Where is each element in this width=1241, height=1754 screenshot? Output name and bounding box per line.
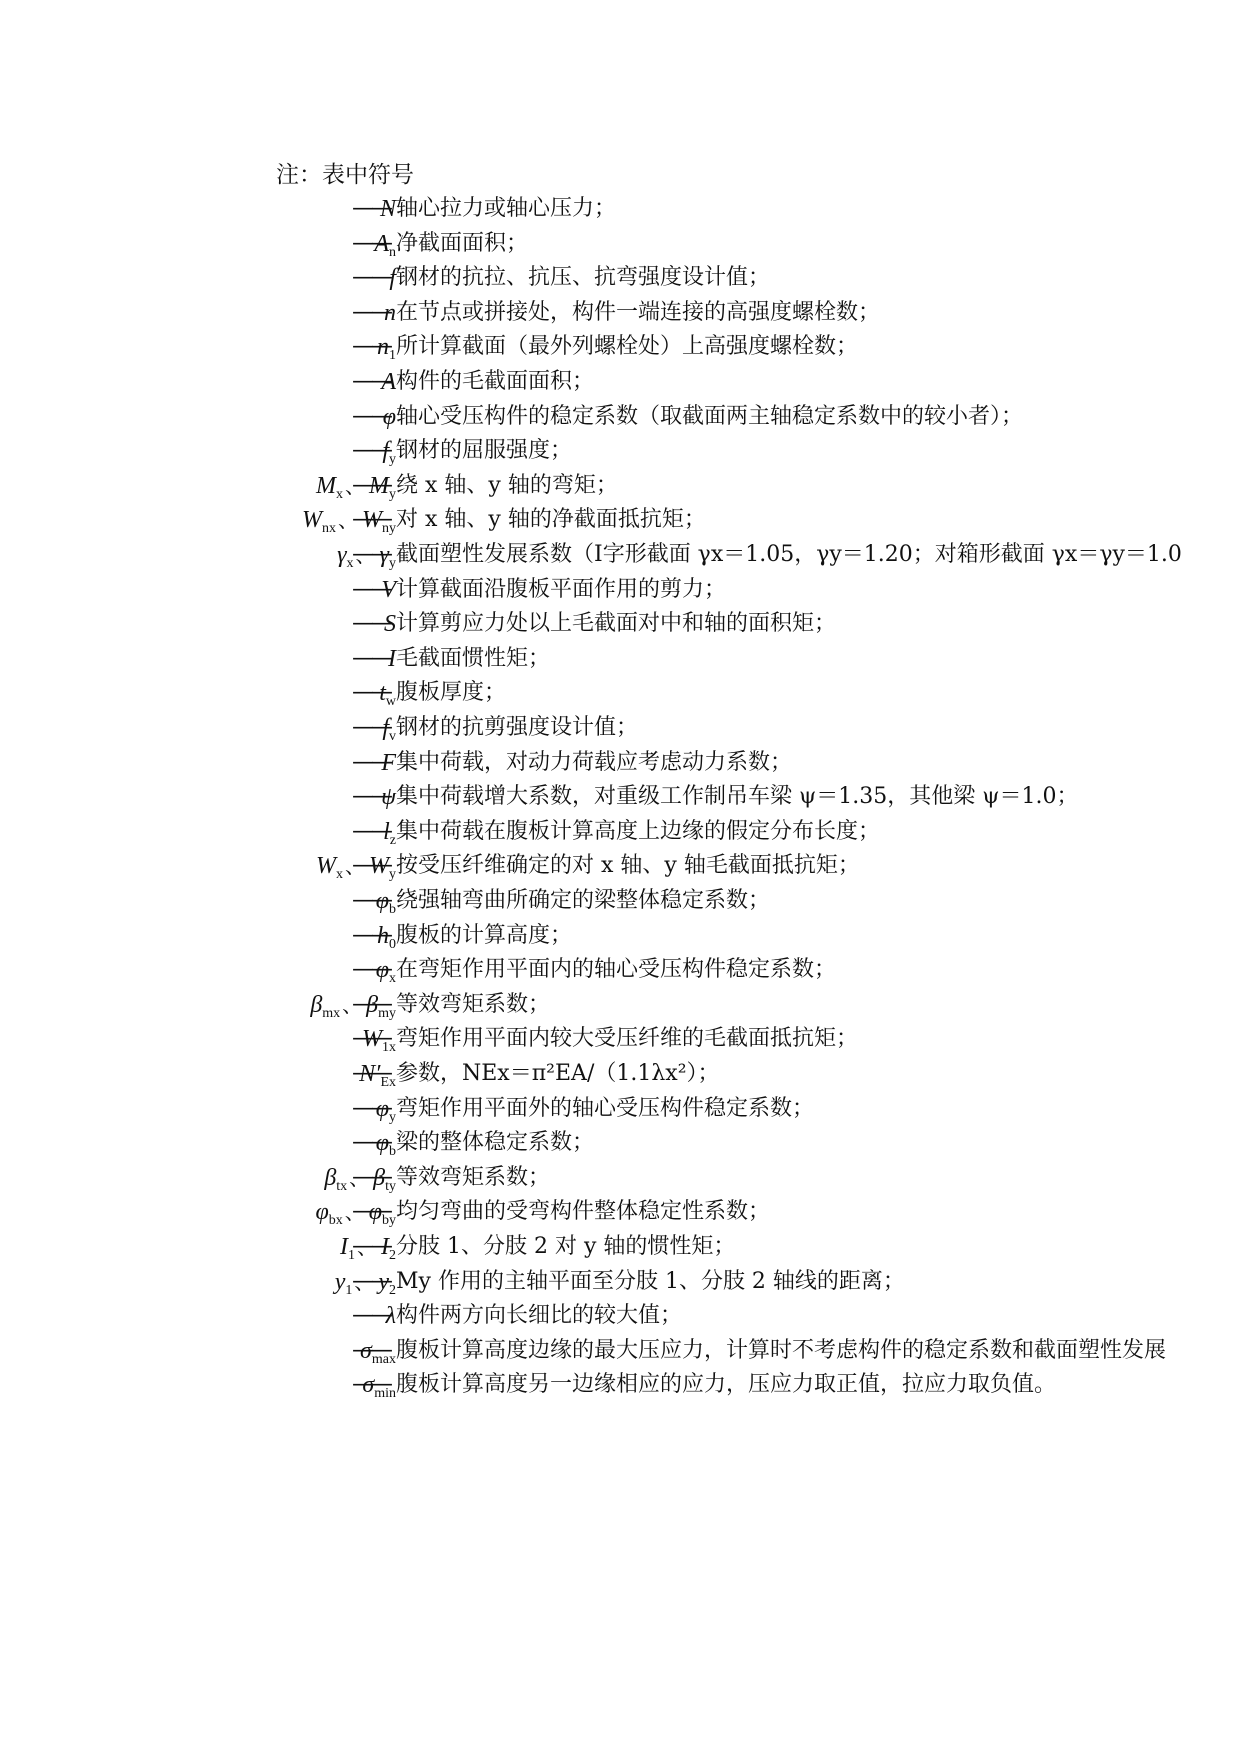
symbol-entry — [0, 227, 1241, 261]
em-dash — [352, 746, 396, 780]
symbol-subscript: 2 — [389, 1248, 396, 1263]
symbol-description: 对 x 轴、y 轴的净截面抵抗矩； — [396, 507, 706, 533]
symbol-subscript: mx — [322, 1005, 341, 1021]
em-dash — [352, 849, 396, 883]
symbol-subscript: x — [336, 867, 343, 883]
symbol-base: f — [389, 265, 396, 292]
em-dash — [352, 1195, 396, 1229]
em-dash — [352, 642, 396, 676]
symbol-description: 均匀弯曲的受弯构件整体稳定性系数； — [396, 1199, 771, 1225]
em-dash — [352, 469, 396, 503]
symbol-subscript: bx — [328, 1213, 343, 1229]
symbol-base: σ — [360, 1337, 372, 1364]
symbol-subscript: y — [389, 452, 396, 468]
symbol-subscript: x — [346, 556, 354, 571]
symbol-base: A — [381, 369, 396, 395]
symbol-base: S — [384, 611, 396, 638]
symbol-base: φ — [368, 1199, 382, 1226]
symbol-base: A — [374, 230, 389, 257]
symbol-entry — [0, 261, 1241, 295]
symbol-description: 等效弯矩系数； — [396, 1164, 551, 1190]
symbol-description: 计算截面沿腹板平面作用的剪力； — [396, 576, 727, 602]
symbol-entry — [0, 1299, 1241, 1333]
symbol-base: I — [388, 645, 396, 672]
symbol-description: 所计算截面（最外列螺栓处）上高强度螺栓数； — [396, 334, 859, 360]
symbol-base: λ — [385, 1303, 396, 1330]
em-dash — [352, 365, 396, 399]
symbol-base: γ — [337, 542, 347, 568]
symbol-entry — [0, 780, 1241, 814]
symbol-description: 腹板厚度； — [396, 680, 507, 706]
symbol-entry — [0, 642, 1241, 676]
symbol-subscript: my — [378, 1005, 396, 1021]
symbol-base: n — [384, 299, 396, 326]
symbol-subscript: x — [336, 486, 343, 502]
symbol-entry — [0, 815, 1241, 849]
symbol-subscript: 2 — [389, 1282, 396, 1298]
symbol-base: n — [377, 334, 389, 361]
symbol-base: φ — [375, 888, 389, 914]
symbol: $I_1$ 、 $I_2$ — [340, 1234, 396, 1263]
symbol-base: F — [381, 749, 396, 776]
symbol-entry — [0, 469, 1241, 503]
symbol-entry — [0, 1334, 1241, 1368]
symbol: $M_x$ 、 $M_y$ — [316, 472, 396, 502]
em-dash — [352, 192, 396, 226]
symbol-description: 在弯矩作用平面内的轴心受压构件稳定系数； — [396, 957, 837, 983]
symbol-description: 绕强轴弯曲所确定的梁整体稳定系数； — [396, 888, 771, 913]
em-dash — [352, 1368, 396, 1402]
em-dash — [352, 1092, 396, 1126]
symbol-base: I — [340, 1234, 348, 1260]
symbol-base: φ — [315, 1199, 329, 1226]
symbol-subscript: y — [389, 1109, 396, 1125]
em-dash — [352, 884, 396, 918]
symbol-subscript: max — [371, 1351, 396, 1367]
symbol-entry — [0, 538, 1241, 572]
symbol-entry — [0, 1092, 1241, 1126]
symbol-subscript: x — [389, 971, 396, 987]
em-dash — [352, 434, 396, 468]
em-dash — [352, 815, 396, 849]
symbol-base: M — [369, 472, 389, 499]
em-dash — [352, 919, 396, 953]
symbol-description: 集中荷载增大系数，对重级工作制吊车梁 ψ＝1.35，其他梁 ψ＝1.0； — [396, 784, 1079, 810]
symbol-description: 毛截面惯性矩； — [396, 645, 551, 671]
symbol-base: γ — [379, 542, 389, 568]
em-dash — [352, 953, 396, 987]
symbol-base: N′ — [359, 1061, 381, 1087]
symbol-description: 绕 x 轴、y 轴的弯矩； — [396, 472, 618, 498]
symbol: $y_1$ 、 $y_2$ — [334, 1268, 396, 1298]
symbol-entry — [0, 400, 1241, 434]
symbol-entry — [0, 953, 1241, 987]
symbol-subscript: 0 — [389, 936, 396, 952]
symbol-description: 腹板计算高度边缘的最大压应力，计算时不考虑构件的稳定系数和截面塑性发展 — [396, 1337, 1167, 1363]
symbol-base: f — [382, 715, 389, 741]
symbol-base: W — [362, 1026, 382, 1053]
em-dash — [352, 400, 396, 434]
symbol: $\gamma_x$ 、 $\gamma_y$ — [337, 542, 396, 571]
symbol-subscript: w — [385, 694, 396, 710]
em-dash — [352, 1126, 396, 1160]
em-dash — [352, 1230, 396, 1264]
symbol-entry — [0, 884, 1241, 918]
symbol-description: 轴心拉力或轴心压力； — [396, 196, 617, 221]
symbol-entry — [0, 607, 1241, 641]
symbol-subscript: y — [389, 867, 396, 883]
symbol-entry — [0, 746, 1241, 780]
symbol-description: 梁的整体稳定系数； — [396, 1130, 595, 1156]
symbol-entry — [0, 1022, 1241, 1056]
symbol-description: 在节点或拼接处，构件一端连接的高强度螺栓数； — [396, 299, 881, 325]
symbol-description: My 作用的主轴平面至分肢 1、分肢 2 轴线的距离； — [396, 1268, 905, 1294]
symbol-base: f — [382, 438, 389, 465]
symbol-subscript: b — [389, 1144, 396, 1160]
symbol-description: 计算剪应力处以上毛截面对中和轴的面积矩； — [396, 611, 837, 637]
symbol-base: V — [381, 576, 396, 603]
symbol-entry — [0, 1126, 1241, 1160]
em-dash — [352, 676, 396, 710]
symbol-base: l — [383, 818, 390, 845]
em-dash — [352, 503, 396, 537]
em-dash — [352, 1022, 396, 1056]
em-dash — [352, 227, 396, 261]
symbol-subscript: Ex — [380, 1075, 396, 1090]
symbol: $W_{nx}$ 、 $W_{ny}$ — [302, 507, 396, 537]
symbol: $W_x$ 、 $W_y$ — [316, 853, 396, 883]
symbol-subscript: ty — [385, 1178, 396, 1194]
symbol-subscript: 1 — [348, 1248, 355, 1263]
symbol-description: 钢材的屈服强度； — [396, 438, 573, 464]
symbol-entry — [0, 573, 1241, 607]
symbol-description: 等效弯矩系数； — [396, 991, 551, 1017]
symbol-base: W — [316, 853, 336, 880]
symbol-entry — [0, 1368, 1241, 1402]
symbol-base: φ — [382, 403, 396, 430]
symbol-description: 腹板计算高度另一边缘相应的应力，压应力取正值，拉应力取负值。 — [396, 1372, 1057, 1398]
em-dash — [352, 573, 396, 607]
symbol-base: ψ — [381, 784, 396, 811]
symbol-base: W — [362, 507, 382, 534]
symbol-description: 弯矩作用平面外的轴心受压构件稳定系数； — [396, 1095, 815, 1121]
em-dash — [352, 1057, 396, 1091]
symbol-entry — [0, 434, 1241, 468]
symbol-entry — [0, 1057, 1241, 1091]
em-dash — [352, 538, 396, 572]
em-dash — [352, 296, 396, 330]
symbol-description: 钢材的抗拉、抗压、抗弯强度设计值； — [396, 265, 771, 291]
note-heading: 注：表中符号 — [276, 162, 414, 188]
em-dash — [352, 988, 396, 1022]
symbol-entry — [0, 365, 1241, 399]
symbol-base: φ — [375, 957, 389, 984]
symbol-entry — [0, 988, 1241, 1022]
symbol: $\beta_{mx}$ 、 $\beta_{my}$ — [310, 991, 396, 1021]
symbol-base: M — [316, 472, 336, 499]
symbol: $\varphi_{bx}$ 、 $\varphi_{by}$ — [315, 1199, 396, 1229]
symbol-base: W — [302, 507, 322, 534]
symbol-entry — [0, 503, 1241, 537]
em-dash — [352, 1265, 396, 1299]
em-dash — [352, 711, 396, 745]
symbol-entry — [0, 849, 1241, 883]
symbol-base: σ — [362, 1372, 375, 1399]
symbol-description: 弯矩作用平面内较大受压纤维的毛截面抵抗矩； — [396, 1026, 859, 1052]
symbol-description: 构件两方向长细比的较大值； — [396, 1303, 683, 1329]
symbol-description: 钢材的抗剪强度设计值； — [396, 715, 639, 740]
em-dash — [352, 1334, 396, 1368]
em-dash — [352, 1299, 396, 1333]
symbol-subscript: v — [389, 729, 396, 744]
symbol-entry — [0, 296, 1241, 330]
symbol-subscript: y — [389, 556, 396, 571]
symbol-subscript: 1x — [382, 1040, 396, 1056]
symbol-base: φ — [375, 1130, 389, 1157]
symbol: $\beta_{tx}$ 、 $\beta_{ty}$ — [324, 1164, 396, 1194]
symbol-base: h — [377, 922, 389, 949]
em-dash — [352, 330, 396, 364]
symbol-subscript: b — [389, 902, 396, 917]
symbol-entry — [0, 1265, 1241, 1299]
symbol-description: 截面塑性发展系数（I字形截面 γx＝1.05，γy＝1.20；对箱形截面 γx＝γy＝1.0 — [396, 542, 1182, 567]
symbol-subscript: min — [374, 1386, 396, 1402]
symbol-subscript: 1 — [389, 348, 396, 364]
symbol-subscript: ny — [382, 521, 396, 537]
symbol-description: 腹板的计算高度； — [396, 922, 573, 948]
symbol-entry — [0, 1230, 1241, 1264]
symbol-base: β — [324, 1164, 337, 1191]
symbol-entry — [0, 919, 1241, 953]
symbol-description: 构件的毛截面面积； — [396, 369, 595, 394]
symbol-entry — [0, 192, 1241, 226]
symbol-description: 分肢 1、分肢 2 对 y 轴的惯性矩； — [396, 1234, 736, 1259]
symbol-base: β — [366, 991, 379, 1018]
symbol-subscript: 1 — [345, 1282, 353, 1298]
symbol-subscript: tx — [336, 1178, 348, 1194]
symbol-entry — [0, 676, 1241, 710]
symbol-description: 集中荷载，对动力荷载应考虑动力系数； — [396, 749, 793, 775]
symbol-base: y — [334, 1268, 346, 1295]
em-dash — [352, 1161, 396, 1195]
symbol-description: 按受压纤维确定的对 x 轴、y 轴毛截面抵抗矩； — [396, 853, 860, 879]
symbol-entry — [0, 1161, 1241, 1195]
symbol-subscript: n — [389, 244, 396, 260]
symbol-base: φ — [375, 1095, 389, 1122]
symbol-subscript: nx — [322, 521, 336, 537]
symbol-entry — [0, 1195, 1241, 1229]
em-dash — [352, 261, 396, 295]
symbol-subscript: z — [389, 832, 396, 848]
symbol-base: β — [373, 1164, 386, 1191]
em-dash — [352, 780, 396, 814]
symbol-base: β — [310, 991, 323, 1018]
symbol-description: 净截面面积； — [396, 230, 529, 256]
symbol-description: 轴心受压构件的稳定系数（取截面两主轴稳定系数中的较小者）； — [396, 403, 1024, 429]
symbol-base: N — [379, 196, 396, 222]
symbol-subscript: by — [382, 1213, 396, 1229]
symbol-base: W — [369, 853, 389, 880]
symbol-description: 集中荷载在腹板计算高度上边缘的假定分布长度； — [396, 818, 881, 844]
symbol-description: 参数，NEx＝π²EA/（1.1λx²）； — [396, 1061, 720, 1086]
em-dash — [352, 607, 396, 641]
symbol-subscript: y — [389, 486, 396, 502]
symbol-base: y — [378, 1268, 389, 1295]
symbol-base: I — [381, 1234, 389, 1260]
symbol-base: t — [379, 680, 386, 707]
symbol-entry — [0, 711, 1241, 745]
symbol-entry — [0, 330, 1241, 364]
